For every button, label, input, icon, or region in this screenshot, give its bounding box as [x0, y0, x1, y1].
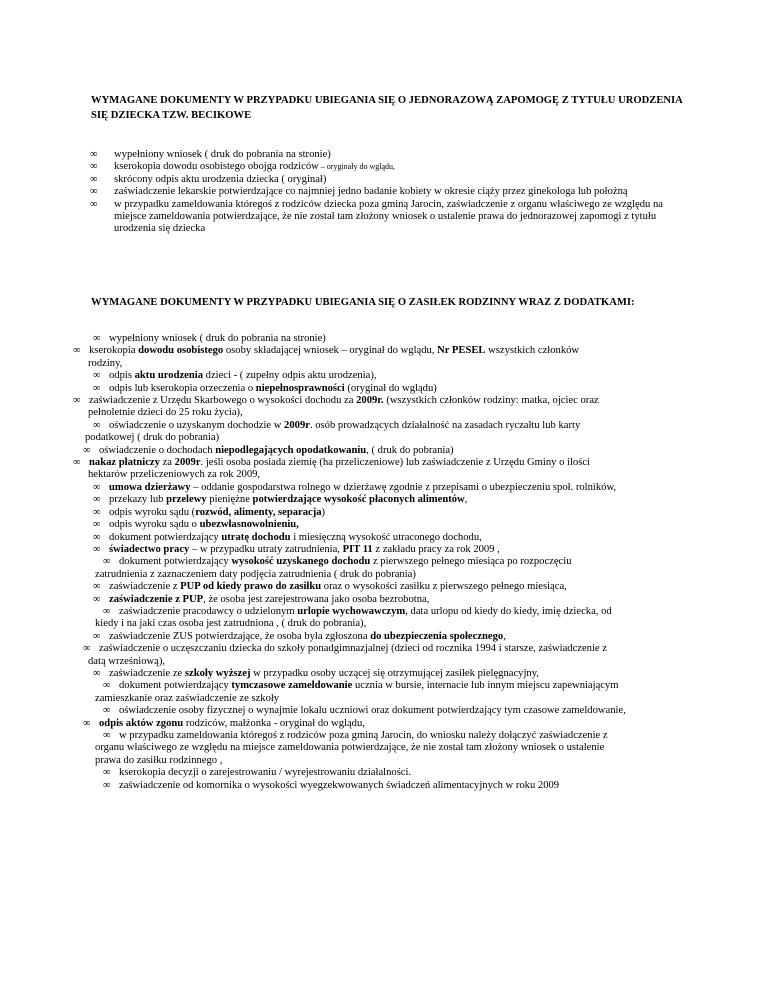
- bullet-icon: ∞: [93, 494, 101, 506]
- text-run: zaświadczenie pracodawcy o udzielonym: [119, 605, 298, 617]
- bullet-icon: ∞: [90, 173, 98, 185]
- bullet-icon: ∞: [93, 370, 101, 382]
- list-item: [90, 199, 690, 236]
- list-item: [73, 581, 693, 593]
- bold-text: urlopie wychowawczym: [297, 605, 406, 617]
- list-item-continuation: rodziny,: [88, 357, 123, 369]
- bullet-icon: ∞: [83, 444, 91, 456]
- list-item: [73, 420, 693, 445]
- list-item-text: [73, 594, 693, 606]
- list-item-text: [73, 494, 693, 506]
- bullet-icon: ∞: [83, 643, 91, 655]
- text-run: zaświadczenie ze: [109, 667, 185, 679]
- bullet-icon: ∞: [93, 630, 101, 642]
- text-run: oświadczenie o dochodach: [99, 444, 216, 456]
- list-item: [73, 482, 693, 494]
- bullet-icon: ∞: [90, 149, 98, 160]
- list-item: [73, 519, 693, 531]
- list-item: [73, 494, 693, 506]
- list-item: [73, 730, 693, 767]
- list-item-text: [73, 370, 693, 382]
- text-run: wypełniony wniosek ( druk do pobrania na stronie): [109, 333, 326, 344]
- text-run: oraz o wysokości zasiłku z pierwszego pełnego miesiąca,: [321, 581, 567, 593]
- text-run: zaświadczenie z: [109, 581, 181, 593]
- bullet-icon: ∞: [103, 779, 111, 791]
- bold-text: szkoły wyższej: [184, 667, 251, 679]
- list-item: [73, 544, 693, 556]
- list-item: [73, 767, 693, 779]
- section2-title: WYMAGANE DOKUMENTY W PRZYPADKU UBIEGANIA SIĘ O ZASIŁEK RODZINNY WRAZ Z DODATKAMI:: [91, 297, 635, 308]
- text-run: . osób prowadzących działalność na zasadach ryczałtu lub karty: [309, 419, 581, 431]
- bullet-icon: ∞: [103, 730, 111, 741]
- text-run: z zakładu pracy za rok 2009 ,: [372, 543, 500, 555]
- text-run: odpis wyroku sądu o: [109, 519, 200, 531]
- bold-text: ubezwłasnowolnieniu,: [199, 519, 299, 531]
- bullet-icon: ∞: [93, 543, 101, 555]
- text-run: ,: [503, 630, 506, 642]
- text-run: zaświadczenie o uczęszczaniu dziecka do szkoły ponadgimnazjalnej (dzieci od rocznika 1994 i starsze, zaświadczenie z: [99, 643, 607, 655]
- text-run: , że osoba jest zarejestrowana jako osoba bezrobotna,: [203, 593, 430, 605]
- text-run: zaświadczenie ZUS potwierdzające, że osoba była zgłoszona: [109, 630, 371, 642]
- list-item: [73, 395, 693, 420]
- bold-text: odpis aktów zgonu: [99, 717, 184, 729]
- list-item: [73, 780, 693, 792]
- list-item-text: [73, 631, 693, 643]
- text-run: za: [159, 457, 175, 469]
- bold-text: potwierdzające wysokość płaconych alimentów: [252, 494, 465, 506]
- list-item-text: zaświadczenie lekarskie potwierdzające co najmniej jedno badanie kobiety w okresie ciąży przez ginekologa lub położną: [114, 186, 628, 198]
- bold-text: niepodlegających opodatkowaniu: [215, 444, 367, 456]
- bold-text: zaświadczenie z PUP: [109, 593, 204, 605]
- section2-list: [73, 333, 693, 792]
- bullet-icon: ∞: [93, 519, 101, 531]
- list-item: [73, 668, 693, 680]
- list-item-text: kserokopia dowodu osobistego obojga rodziców: [114, 161, 319, 173]
- text-run: w przypadku zameldowania któregoś z rodziców poza gminą Jarocin, do wniosku należy dołączyć zaświadczenie z: [119, 730, 608, 741]
- list-item-continuation: organu właściwego ze względu na miejsce zameldowania potwierdzające, że nie został tam złożony wniosek o ustalenie: [95, 742, 605, 754]
- text-run: . jeśli osoba posiada ziemię (ha przeliczeniowe) lub zaświadczenie z Urzędu Gminy o ilości: [200, 457, 590, 469]
- list-item: [73, 594, 693, 606]
- text-run: rodziców, małżonka - oryginał do wglądu,: [183, 717, 365, 729]
- bold-text: PUP od kiedy prawo do zasiłku: [180, 581, 322, 593]
- text-run: kserokopia decyzji o zarejestrowaniu / wyrejestrowaniu działalności.: [119, 767, 412, 779]
- list-item-text: [73, 519, 693, 531]
- list-item-text: [73, 718, 693, 730]
- bullet-icon: ∞: [103, 680, 111, 692]
- list-item-text: [73, 532, 693, 544]
- text-run: , data urlopu od kiedy do kiedy, imię dziecka, od: [405, 605, 612, 617]
- text-run: (oryginał do wglądu): [344, 382, 437, 394]
- list-item-text: [73, 730, 693, 742]
- list-item-text: [73, 780, 693, 792]
- list-item: [73, 556, 693, 581]
- text-run: odpis: [109, 370, 135, 382]
- section1-list: [90, 149, 690, 236]
- bold-text: aktu urodzenia: [134, 370, 203, 382]
- text-run: odpis lub kserokopia orzeczenia o: [109, 382, 256, 394]
- list-item: [73, 457, 693, 482]
- list-item-text: skrócony odpis aktu urodzenia dziecka ( oryginał): [114, 173, 327, 185]
- text-run: i miesięczną wysokość utraconego dochodu,: [290, 531, 482, 543]
- bullet-icon: ∞: [103, 767, 111, 779]
- text-run: ucznia w bursie, internacie lub innym miejscu zapewniającym: [352, 680, 619, 692]
- list-item-text: [73, 345, 693, 357]
- bullet-icon: ∞: [103, 705, 111, 717]
- list-item-text: [73, 482, 693, 494]
- text-run: dokument potwierdzający: [119, 556, 232, 568]
- list-item-continuation: pełnoletnie dzieci do 25 roku życia),: [88, 407, 243, 419]
- bullet-icon: ∞: [93, 506, 101, 518]
- bold-text: niepełnosprawności: [255, 382, 345, 394]
- bullet-icon: ∞: [103, 556, 111, 568]
- text-run: przekazy lub: [109, 494, 167, 506]
- section1-title: WYMAGANE DOKUMENTY W PRZYPADKU UBIEGANIA SIĘ O JEDNORAZOWĄ ZAPOMOGĘ Z TYTUŁU URODZENIA SIĘ DZIECKA TZW. BECIKOWE: [91, 95, 683, 121]
- list-item-continuation: zatrudnienia z zaznaczeniem daty podjęcia zatrudnienia ( druk do pobrania): [95, 568, 416, 580]
- text-run: ): [321, 506, 326, 518]
- bold-text: dowodu osobistego: [138, 345, 224, 357]
- text-run: dzieci - ( zupełny odpis aktu urodzenia),: [203, 370, 377, 382]
- list-item-continuation: podatkowej ( druk do pobrania): [85, 432, 220, 444]
- bold-text: 2009r: [174, 457, 201, 469]
- text-run: z pierwszego pełnego miesiąca po rozpoczęciu: [370, 556, 572, 568]
- text-run: odpis wyroku sądu (: [109, 506, 196, 518]
- list-item-text: [73, 420, 693, 432]
- list-item-text: [73, 544, 693, 556]
- text-run: dokument potwierdzający: [109, 531, 222, 543]
- bold-text: do ubezpieczenia społecznego: [370, 630, 504, 642]
- list-item: [73, 606, 693, 631]
- bullet-icon: ∞: [93, 531, 101, 543]
- bullet-icon: ∞: [73, 395, 81, 407]
- text-run: oświadczenie o uzyskanym dochodzie w: [109, 419, 285, 431]
- list-item: [90, 149, 690, 161]
- list-item-continuation: datą wrześniową),: [88, 655, 166, 667]
- bold-text: Nr PESEL: [437, 345, 486, 357]
- bold-text: 2009r: [284, 419, 310, 431]
- list-item-note: – oryginały do wglądu,: [318, 162, 395, 172]
- list-item: [73, 532, 693, 544]
- bold-text: tymczasowe zameldowanie: [231, 680, 353, 692]
- list-item: [73, 680, 693, 705]
- text-run: wszystkich członków: [485, 345, 580, 357]
- list-item: [73, 705, 693, 717]
- bold-text: nakaz płatniczy: [89, 457, 160, 469]
- list-item: [73, 333, 693, 345]
- text-run: kserokopia: [89, 345, 139, 357]
- text-run: osoby składającej wniosek – oryginał do wglądu,: [223, 345, 438, 357]
- bullet-icon: ∞: [93, 333, 101, 344]
- text-run: dokument potwierdzający: [119, 680, 232, 692]
- bold-text: 2009r.: [356, 395, 384, 407]
- list-item-text: [73, 581, 693, 593]
- list-item-text: [73, 680, 693, 692]
- bold-text: świadectwo pracy: [109, 543, 190, 555]
- list-item: [90, 174, 690, 186]
- list-item-text: [73, 395, 693, 407]
- bold-text: rozwód, alimenty, separacja: [195, 506, 322, 518]
- list-item-continuation: kiedy i na jaki czas osoba jest zatrudniona , ( druk do pobrania),: [95, 618, 367, 630]
- list-item: [73, 507, 693, 519]
- bold-text: utratę dochodu: [221, 531, 291, 543]
- list-item-text: [73, 556, 693, 568]
- text-run: ,: [464, 494, 468, 506]
- bullet-icon: ∞: [90, 186, 98, 198]
- list-item: [73, 345, 693, 370]
- list-item-text: [73, 383, 693, 395]
- bullet-icon: ∞: [93, 581, 101, 593]
- list-item-text: [73, 445, 693, 457]
- text-run: w przypadku osoby uczącej się otrzymującej zasiłek pielęgnacyjny,: [250, 667, 539, 679]
- bold-text: wysokość uzyskanego dochodu: [231, 556, 371, 568]
- text-run: (wszystkich członków rodziny: matka, ojciec oraz: [383, 395, 599, 407]
- text-run: oświadczenie osoby fizycznej o wynajmie lokalu uczniowi oraz dokument potwierdzający tym czasowe zameldowanie,: [119, 705, 626, 717]
- list-item: [90, 186, 690, 198]
- bold-text: PIT 11: [342, 543, 373, 555]
- bullet-icon: ∞: [93, 667, 101, 679]
- list-item-text: [73, 457, 693, 469]
- bold-text: umowa dzierżawy: [109, 481, 191, 493]
- list-item-continuation: zamieszkanie oraz zaświadczenie ze szkoły: [95, 692, 280, 704]
- bullet-icon: ∞: [90, 161, 98, 173]
- list-item: [90, 161, 690, 173]
- list-item: [73, 718, 693, 730]
- list-item-text: [73, 643, 693, 655]
- text-run: zaświadczenie od komornika o wysokości wyegzekwowanych świadczeń alimentacyjnych w roku 2009: [119, 779, 560, 791]
- list-item-text: [73, 507, 693, 519]
- bullet-icon: ∞: [93, 419, 101, 431]
- list-item-text: wypełniony wniosek ( druk do pobrania na stronie): [114, 149, 331, 160]
- list-item-text: [73, 705, 693, 717]
- bullet-icon: ∞: [103, 605, 111, 617]
- list-item-continuation: hektarów przeliczeniowych za rok 2009,: [88, 469, 261, 481]
- list-item-text: [73, 668, 693, 680]
- list-item: [73, 383, 693, 395]
- list-item: [73, 643, 693, 668]
- text-run: – oddanie gospodarstwa rolnego w dzierżawę zgodnie z przepisami o ubezpieczeniu społ. rolników,: [190, 481, 617, 493]
- bullet-icon: ∞: [90, 198, 98, 210]
- bullet-icon: ∞: [73, 457, 81, 469]
- bullet-icon: ∞: [93, 481, 101, 493]
- list-item: [73, 445, 693, 457]
- bullet-icon: ∞: [93, 382, 101, 394]
- list-item-continuation: prawa do zasiłku rodzinnego ,: [95, 754, 223, 766]
- list-item: [73, 370, 693, 382]
- list-item-text: [73, 333, 693, 345]
- list-item: [73, 631, 693, 643]
- text-run: , ( druk do pobrania): [366, 444, 454, 456]
- bullet-icon: ∞: [73, 345, 81, 357]
- text-run: – w przypadku utraty zatrudnienia,: [189, 543, 343, 555]
- bold-text: przelewy: [166, 494, 207, 506]
- list-item-text: w przypadku zameldowania któregoś z rodziców dziecka poza gminą Jarocin, zaświadczenie z organu właściwego ze względu na miejsce zameldowania potwierdzające, że nie został tam złożony wniosek o ustalenie prawa do jednorazowej zapomogi z tytułu urodzenia się dziecka: [114, 198, 663, 235]
- list-item-text: [73, 767, 693, 779]
- text-run: zaświadczenie z Urzędu Skarbowego o wysokości dochodu za: [89, 395, 357, 407]
- bullet-icon: ∞: [93, 593, 101, 605]
- bullet-icon: ∞: [83, 717, 91, 729]
- list-item-text: [73, 606, 693, 618]
- text-run: pieniężne: [206, 494, 253, 506]
